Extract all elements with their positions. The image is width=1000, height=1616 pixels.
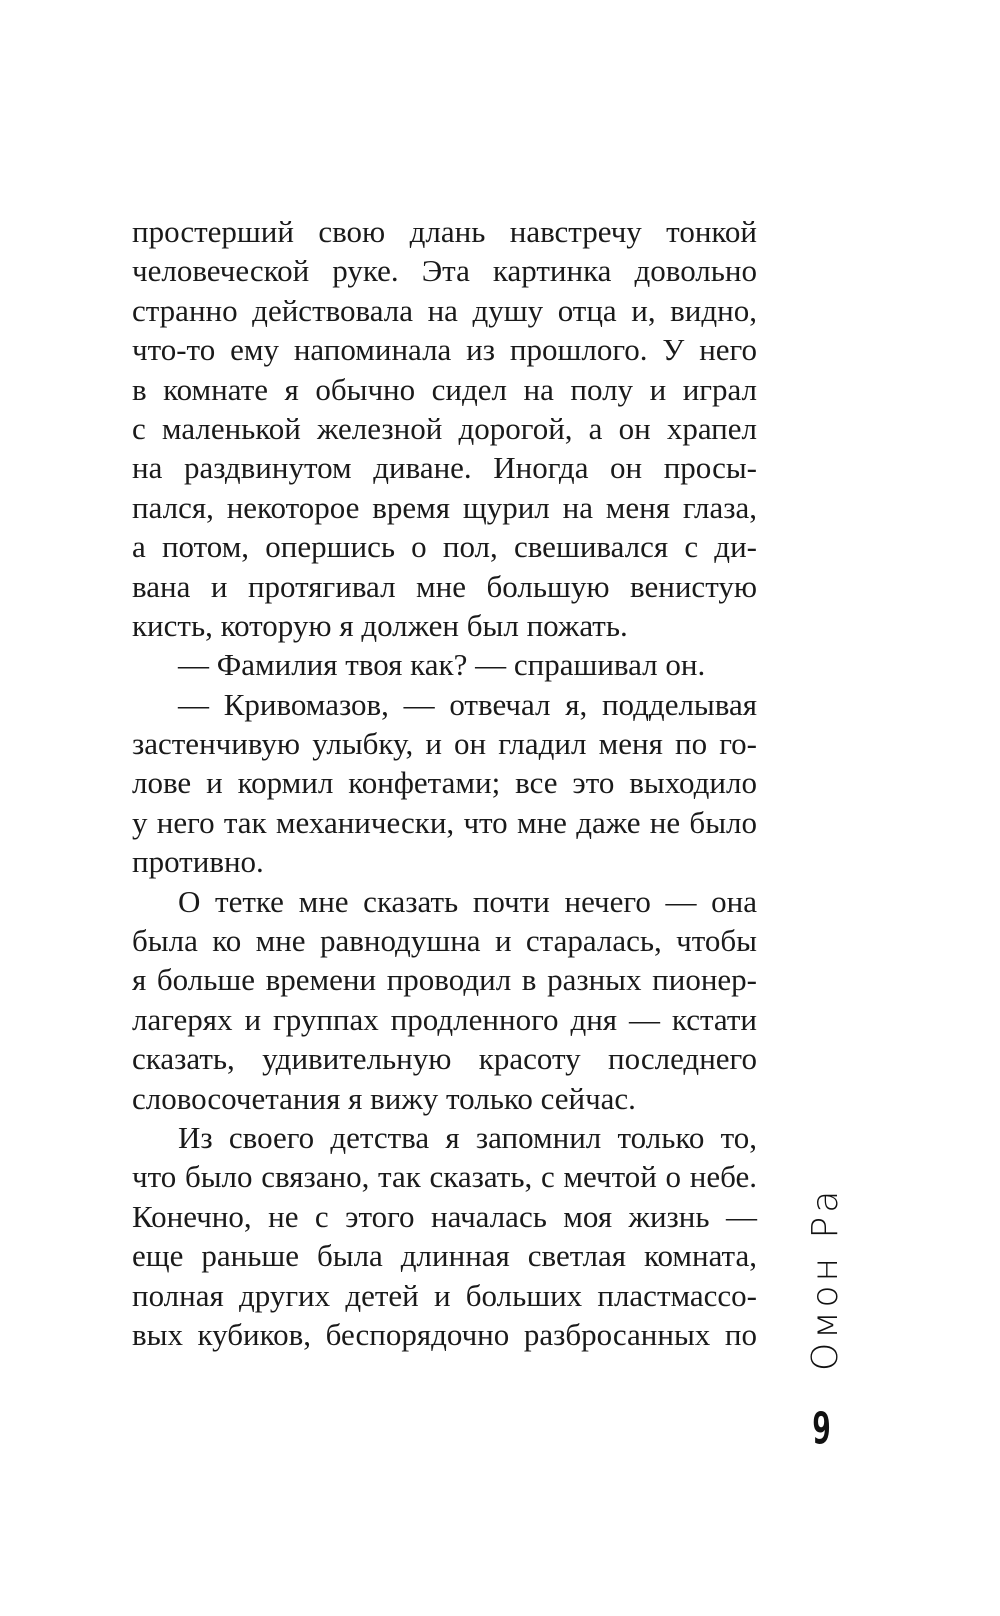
dialogue-line: — Фамилия твоя как? — спрашивал он. [178,647,706,683]
text-line: я больше времени проводил в разных пионер- [132,962,757,998]
text-line: а потом, опершись о пол, свешивался с ди- [132,529,757,565]
page-number: 9 [812,1403,832,1454]
text-line: что-то ему напоминала из прошлого. У него [132,332,757,368]
paragraph-first-line: О тетке мне сказать почти нечего — она [178,883,757,919]
text-line: словосочетания я вижу только сейчас. [132,1080,636,1116]
text-line: лагерях и группах продленного дня — кстати [132,1001,757,1037]
text-line: пался, некоторое время щурил на меня глаза, [132,489,757,525]
text-line: вана и протягивал мне большую венистую [132,568,757,604]
text-line: на раздвинутом диване. Иногда он просы- [132,450,757,486]
text-line: что было связано, так сказать, с мечтой о небе. [132,1159,757,1195]
text-line: с маленькой железной дорогой, а он храпел [132,410,757,446]
text-line: полная других детей и больших пластмассо- [132,1277,757,1313]
text-line: кисть, которую я должен был пожать. [132,607,628,643]
text-line: простерший свою длань навстречу тонкой [132,214,757,249]
text-line: странно действовала на душу отца и, видно, [132,292,757,328]
text-line: застенчивую улыбку, и он гладил меня по го- [132,726,757,762]
running-head-title: Омон Ра [805,1186,846,1371]
body-text [132,212,757,1354]
text-line: у него так механически, что мне даже не было [132,804,757,840]
paragraph-first-line: Из своего детства я запомнил только то, [178,1119,757,1155]
text-line: еще раньше была длинная светлая комната, [132,1238,757,1274]
text-line: противно. [132,844,264,880]
text-line: была ко мне равнодушна и старалась, чтобы [132,923,757,959]
text-line: лове и кормил конфетами; все это выходило [132,765,757,801]
text-line: Конечно, не с этого началась моя жизнь — [132,1198,757,1234]
text-line: в комнате я обычно сидел на полу и играл [132,371,757,407]
text-line: вых кубиков, беспорядочно разбросанных по [132,1316,757,1352]
text-line: человеческой руке. Эта картинка довольно [132,253,757,289]
text-line: сказать, удивительную красоту последнего [132,1041,757,1077]
dialogue-line: — Кривомазов, — отвечал я, подделывая [178,686,757,722]
